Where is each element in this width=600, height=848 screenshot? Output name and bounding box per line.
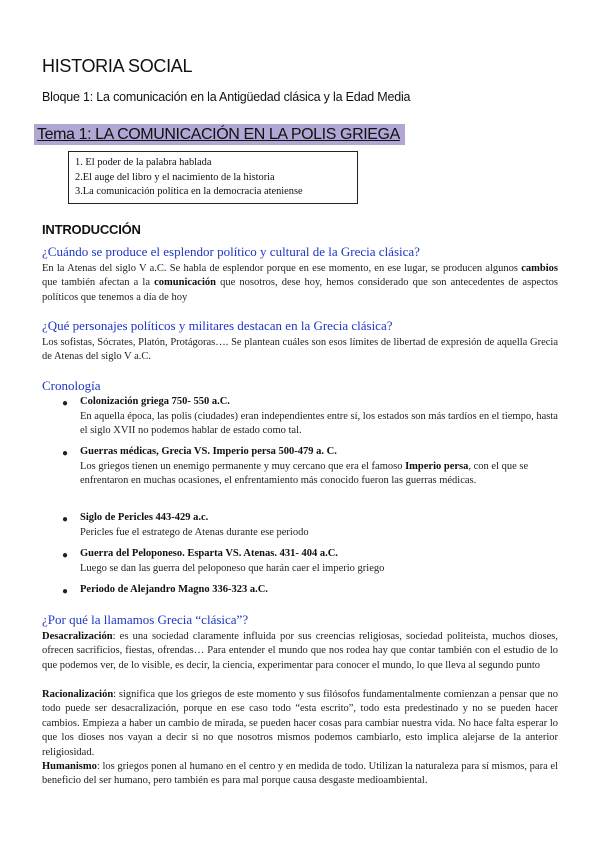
paragraph-desacralizacion	[42, 630, 558, 673]
toc-item-3: 3.La comunicación política en la democracia ateniense	[75, 186, 303, 197]
text-run: : es una sociedad claramente influida por sus creencias religiosas, sociedad politeista, muchos dioses, ofrecen sacrificios, fiestas, ofrendas… Para entender el mundo que nos rodea hay que contar también con el estudio de lo que podemos ver, de lo visible, es decir, la ciencia, experimentar para conocer el mundo, lo que lleva al segundo punto	[42, 631, 558, 671]
document-title: HISTORIA SOCIAL	[42, 56, 193, 76]
toc-item-1: 1. El poder de la palabra hablada	[75, 157, 212, 168]
text-run: En la Atenas del siglo V a.C. Se habla de esplendor porque en ese momento, en ese lugar, se producen algunos	[42, 263, 522, 274]
chrono-item-text: Pericles fue el estratego de Atenas durante ese periodo	[80, 527, 309, 538]
text-run: que nosotros, dese hoy, hemos considerado que son antecedentes de aspectos políticos que tenemos a día de hoy	[42, 277, 558, 303]
paragraph-humanismo	[42, 760, 558, 789]
block-subtitle: Bloque 1: La comunicación en la Antigüedad clásica y la Edad Media	[42, 90, 411, 104]
toc-item-2: 2.El auge del libro y el nacimiento de la historia	[75, 171, 275, 183]
text-run: , con el que se enfrentaron en muchas ocasiones, el enfrentamiento más conocido fueron las guerras médicas.	[80, 461, 529, 487]
chrono-item-text	[80, 460, 558, 489]
chrono-item-text: En aquella época, las polis (ciudades) eran independientes entre sí, los estados son más tardíos en el tiempo, hasta el siglo XVII no podemos hablar de estado como tal.	[80, 411, 558, 437]
text-run: : los griegos ponen al humano en el centro y en medida de todo. Utilizan la naturaleza para sí mismos, para el beneficio del ser humano, pero también es para mal porque causa desgaste medioambiental.	[42, 761, 558, 787]
chrono-item-head: Guerras médicas, Grecia VS. Imperio persa 500-479 a. C.	[80, 446, 337, 457]
bullet-icon: ●	[62, 448, 69, 459]
cronologia-heading: Cronología	[42, 378, 101, 393]
chrono-item-head: Guerra del Peloponeso. Esparta VS. Atenas. 431- 404 a.C.	[80, 548, 338, 559]
chrono-item-text: Luego se dan las guerra del peloponeso que harán caer el imperio griego	[80, 563, 385, 574]
intro-heading: INTRODUCCIÓN	[42, 222, 141, 237]
bold-term: Humanismo	[42, 761, 97, 772]
question-personajes: ¿Qué personajes políticos y militares destacan en la Grecia clásica?	[42, 318, 393, 333]
paragraph-racionalizacion	[42, 688, 558, 760]
bullet-icon: ●	[62, 398, 69, 409]
chrono-item-head: Periodo de Alejandro Magno 336-323 a.C.	[80, 584, 268, 595]
text-run: que también afectan a la	[42, 277, 155, 289]
bold-term: comunicación	[154, 277, 216, 289]
bold-term: cambios	[521, 263, 558, 274]
chrono-item-head: Siglo de Pericles 443-429 a.c.	[80, 512, 209, 523]
table-of-contents	[68, 151, 358, 204]
chrono-item-head: Colonización griega 750- 550 a.C.	[80, 396, 230, 407]
bold-term: Racionalización	[42, 689, 114, 700]
bullet-icon: ●	[62, 586, 69, 597]
bullet-icon: ●	[62, 550, 69, 561]
paragraph-personajes: Los sofistas, Sócrates, Platón, Protágoras…. Se plantean cuáles son esos límites de libertad de expresión de aquella Grecia de Atenas del siglo V a.C.	[42, 337, 558, 363]
text-run: Los griegos tienen un enemigo permanente y muy cercano que era el famoso	[80, 461, 406, 472]
question-clasica: ¿Por qué la llamamos Grecia “clásica”?	[42, 612, 249, 627]
bold-term: Imperio persa	[405, 461, 469, 472]
bullet-icon: ●	[62, 514, 69, 525]
bold-term: Desacralización	[42, 631, 113, 642]
text-run: : significa que los griegos de este momento y sus filósofos fundamentalmente comienzan a pensar que no todo puede ser desacralización, porque en ese caso todo “esta escrito”, todo esta predestinado y no se pueden hacer cambios. Empieza a haber un cambio de mirada, se pueden hacer cosas para cambiar nuestra vida. No hace falta esperar lo que los dioses nos vayan a decir si no que nosotros mismos podemos cambiarlo, esto implica alejarse de la anterior religiosidad.	[42, 689, 558, 758]
question-esplendor: ¿Cuándo se produce el esplendor político y cultural de la Grecia clásica?	[42, 244, 420, 259]
paragraph-esplendor	[42, 262, 558, 305]
tema-heading: Tema 1: LA COMUNICACIÓN EN LA POLIS GRIEGA	[34, 124, 405, 145]
